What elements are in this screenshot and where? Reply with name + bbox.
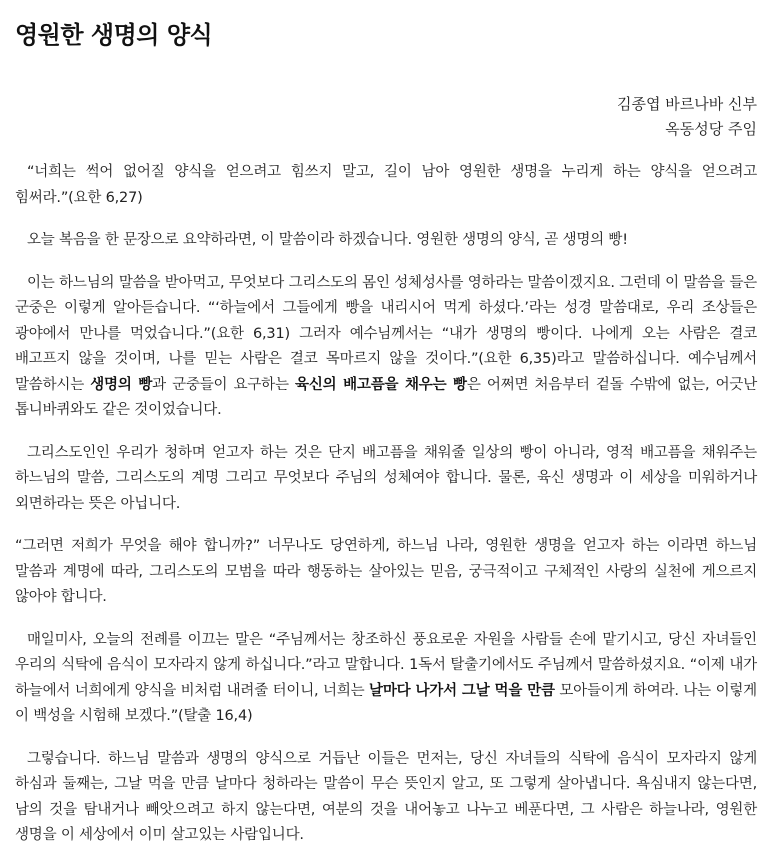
paragraph [15, 271, 757, 424]
paragraph-text: “너희는 썩어 없어질 양식을 얻으려고 힘쓰지 말고, 길이 남아 영원한 생명을 누리게 하는 양식을 얻으려고 힘써라.”(요한 6,27) [15, 164, 757, 206]
paragraph-text: “그러면 저희가 무엇을 해야 합니까?” 너무나도 당연하게, 하느님 나라, 영원한 생명을 얻고자 하는 이라면 하느님 말씀과 계명에 따라, 그리스도의 모범을 따라 행동하는 살아있는 믿음, 궁극적이고 구체적인 사랑의 실천에 게으르지 않아야 합니다. [15, 538, 757, 605]
paragraph [15, 160, 757, 211]
paragraph-text: 은 어쩌면 처음부터 겉돌 수밖에 없는, 어긋난 톱니바퀴와도 같은 것이었습니다. [15, 376, 757, 418]
article-title: 영원한 생명의 양식 [15, 21, 213, 49]
paragraph-text: 그렇습니다. 하느님 말씀과 생명의 양식으로 거듭난 이들은 먼저는, 당신 자녀들의 식탁에 음식이 모자라지 않게 하심과 둘째는, 그날 먹을 만큼 날마다 청하라는 말씀이 무슨 뜻인지 알고, 또 그렇게 살아냅니다. 욕심내지 않는다면, 남의 것을 탐내거나 빼앗으려고 하지 않는다면, 여분의 것을 내어놓고 나누고 베푼다면, 그 사람은 하늘나라, 영원한 생명을 이 세상에서 이미 살고있는 사람입니다. [15, 750, 757, 843]
paragraph-text: 오늘 복음을 한 문장으로 요약하라면, 이 말씀이라 하겠습니다. 영원한 생명의 양식, 곧 생명의 빵! [27, 232, 628, 248]
paragraph [15, 534, 757, 611]
paragraph-text: 모아들이게 하여라. 나는 이렇게 이 백성을 시험해 보겠다.”(탈출 16,4) [15, 682, 757, 724]
author-name: 김종엽 바르나바 신부 [617, 95, 757, 113]
paragraph [15, 628, 757, 730]
paragraph-text: 그리스도인인 우리가 청하며 얻고자 하는 것은 단지 배고픔을 채워줄 일상의 빵이 아니라, 영적 배고픔을 채워주는 하느님의 말씀, 그리스도의 계명 그리고 무엇보다 주님의 성체여야 합니다. 물론, 육신 생명과 이 세상을 미워하거나 외면하라는 뜻은 아닙니다. [15, 444, 757, 512]
paragraph [15, 441, 757, 518]
paragraph-text: 이는 하느님의 말씀을 받아먹고, 무엇보다 그리스도의 몸인 성체성사를 영하라는 말씀이겠지요. 그런데 이 말씀을 들은 군중은 이렇게 알아듣습니다. “‘하늘에서 그들에게 빵을 내리시어 먹게 하셨다.’라는 성경 말씀대로, 우리 조상들은 광야에서 만나를 먹었습니다.”(요한 6,31) 그러자 예수님께서는 “내가 생명의 빵이다. 나에게 오는 사람은 결코 배고프지 않을 것이며, 나를 믿는 사람은 결코 목마르지 않을 것이다.”(요한 6,35)라고 말씀하십니다. 예수님께서 말씀하시는 [15, 274, 757, 393]
emphasis-text: 생명의 빵 [90, 376, 153, 393]
emphasis-text: 날마다 나가서 그날 먹을 만큼 [369, 682, 555, 699]
paragraph [15, 228, 757, 254]
paragraph-text: 매일미사, 오늘의 전례를 이끄는 말은 “주님께서는 창조하신 풍요로운 자원을 사람들 손에 맡기시고, 당신 자녀들인 우리의 식탁에 음식이 모자라지 않게 하십니다.”라고 말합니다. 1독서 탈출기에서도 주님께서 말씀하셨지요. “이제 내가 하늘에서 너희에게 양식을 비처럼 내려줄 터이니, 너희는 [15, 631, 757, 699]
paragraph [15, 747, 757, 849]
article-body [15, 160, 757, 866]
author-affiliation: 옥동성당 주임 [665, 120, 757, 138]
emphasis-text: 육신의 배고픔을 채우는 빵 [295, 376, 467, 393]
paragraph-text: 과 군중들이 요구하는 [152, 376, 296, 393]
author-byline [617, 92, 757, 142]
